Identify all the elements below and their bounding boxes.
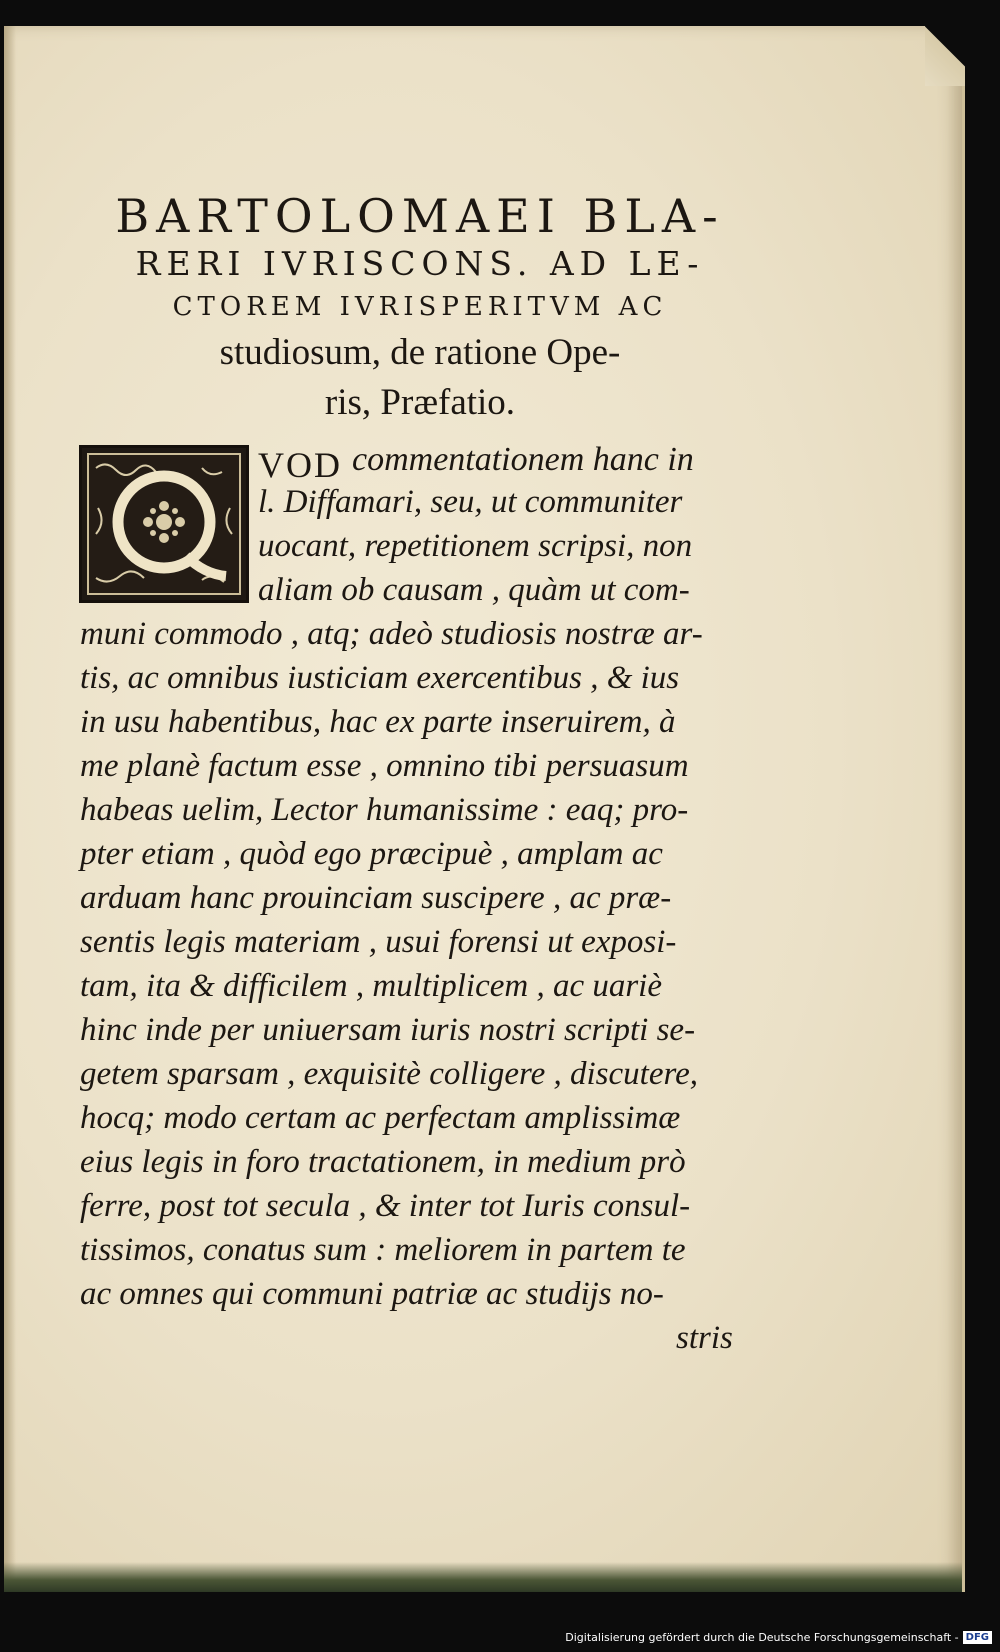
text-line: aliam ob causam , quàm ut com- <box>258 572 690 608</box>
text-line: uocant, repetitionem scripsi, non <box>258 528 693 564</box>
text-line: hocq; modo certam ac perfectam amplissimæ <box>80 1100 681 1136</box>
text-line: commentationem hanc in <box>352 441 694 478</box>
catchword: stris <box>676 1320 733 1356</box>
text-line: getem sparsam , exquisitè colligere , discutere, <box>80 1056 698 1092</box>
text-line: sentis legis materiam , usui forensi ut exposi- <box>80 924 677 960</box>
text-line: habeas uelim, Lector humanissime : eaq; pro- <box>80 792 689 828</box>
text-line: ferre, post tot secula , & inter tot Iuris consul- <box>80 1188 691 1224</box>
text-line: tis, ac omnibus iusticiam exercentibus , & ius <box>80 660 680 696</box>
ornament-q-icon <box>82 448 246 600</box>
text-line: me planè factum esse , omnino tibi persuasum <box>80 748 689 784</box>
digitization-footer <box>565 1626 992 1648</box>
footer-text: Digitalisierung gefördert durch die Deutsche Forschungsgemeinschaft - <box>565 1630 959 1644</box>
text-line: in usu habentibus, hac ex parte inseruirem, à <box>80 704 676 740</box>
text-line: arduam hanc prouinciam suscipere , ac præ- <box>80 880 672 916</box>
title-line-2: RERI IVRISCONS. AD LE- <box>135 244 705 283</box>
page-corner <box>925 26 965 86</box>
preface-title <box>70 190 770 428</box>
page-gutter-shadow <box>4 26 16 1592</box>
dfg-logo-badge: DFG <box>963 1631 992 1644</box>
title-line-4: studiosum, de ratione Ope- <box>219 332 621 373</box>
page-bottom-edge <box>4 1562 962 1592</box>
first-word: VOD <box>258 445 342 485</box>
text-line: ac omnes qui communi patriæ ac studijs no- <box>80 1276 664 1312</box>
text-line: tissimos, conatus sum : meliorem in partem te <box>80 1232 686 1268</box>
text-line: muni commodo , atq; adeò studiosis nostræ ar- <box>80 616 703 652</box>
text-line: pter etiam , quòd ego præcipuè , amplam ac <box>80 836 663 872</box>
text-line: eius legis in foro tractationem, in medium prò <box>80 1144 686 1180</box>
text-line: l. Diffamari, seu, ut communiter <box>258 484 683 520</box>
text-line: hinc inde per uniuersam iuris nostri scripti se- <box>80 1012 696 1048</box>
title-line-5: ris, Præfatio. <box>324 382 516 423</box>
title-line-3: CTOREM IVRISPERITVM AC <box>172 292 668 322</box>
text-line: tam, ita & difficilem , multiplicem , ac uariè <box>80 968 662 1004</box>
decorated-initial <box>79 445 249 603</box>
title-line-1: BARTOLOMAEI BLA- <box>115 189 725 243</box>
